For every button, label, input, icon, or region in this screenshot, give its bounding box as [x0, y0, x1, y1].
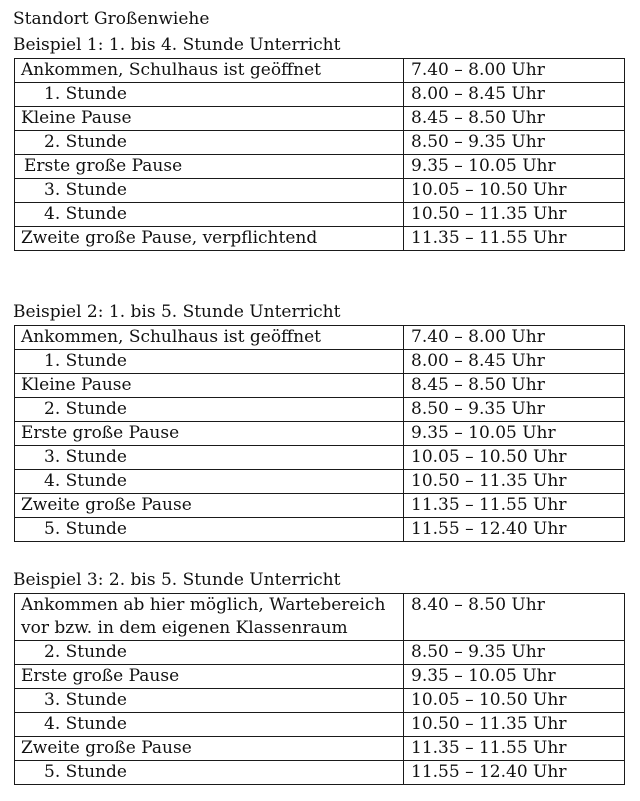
row-label: Kleine Pause	[15, 374, 404, 398]
table-row	[15, 179, 625, 203]
table-row	[15, 713, 625, 737]
row-label: 3. Stunde	[15, 446, 404, 470]
row-time: 8.50 – 9.35 Uhr	[404, 641, 625, 665]
table-row	[15, 326, 625, 350]
table-row	[15, 737, 625, 761]
row-time: 7.40 – 8.00 Uhr	[404, 59, 625, 83]
table-row	[15, 494, 625, 518]
example-3-title: Beispiel 3: 2. bis 5. Stunde Unterricht	[13, 570, 341, 590]
row-label: 2. Stunde	[15, 398, 404, 422]
table-row	[15, 131, 625, 155]
row-time: 9.35 – 10.05 Uhr	[404, 155, 625, 179]
row-time: 8.40 – 8.50 Uhr	[404, 594, 625, 641]
row-time: 10.50 – 11.35 Uhr	[404, 470, 625, 494]
row-time: 8.00 – 8.45 Uhr	[404, 350, 625, 374]
row-label: 1. Stunde	[15, 83, 404, 107]
row-time: 8.00 – 8.45 Uhr	[404, 83, 625, 107]
row-label: 1. Stunde	[15, 350, 404, 374]
row-time: 9.35 – 10.05 Uhr	[404, 665, 625, 689]
table-row	[15, 227, 625, 251]
row-time: 10.50 – 11.35 Uhr	[404, 203, 625, 227]
row-time: 11.55 – 12.40 Uhr	[404, 518, 625, 542]
row-time: 8.50 – 9.35 Uhr	[404, 131, 625, 155]
table-row	[15, 350, 625, 374]
table-row	[15, 83, 625, 107]
row-time: 11.35 – 11.55 Uhr	[404, 737, 625, 761]
table-row	[15, 689, 625, 713]
table-row	[15, 107, 625, 131]
table-row	[15, 374, 625, 398]
row-time: 11.55 – 12.40 Uhr	[404, 761, 625, 785]
example-1-title: Beispiel 1: 1. bis 4. Stunde Unterricht	[13, 35, 341, 55]
table-row	[15, 470, 625, 494]
row-label: Kleine Pause	[15, 107, 404, 131]
table-row	[15, 203, 625, 227]
row-label: Ankommen ab hier möglich, Wartebereich vor bzw. in dem eigenen Klassenraum	[15, 594, 404, 641]
row-time: 8.50 – 9.35 Uhr	[404, 398, 625, 422]
row-label: 5. Stunde	[15, 518, 404, 542]
row-label: 2. Stunde	[15, 641, 404, 665]
row-label: 5. Stunde	[15, 761, 404, 785]
row-label: Erste große Pause	[15, 422, 404, 446]
table-row	[15, 155, 625, 179]
row-label: 4. Stunde	[15, 203, 404, 227]
table-row	[15, 518, 625, 542]
row-time: 8.45 – 8.50 Uhr	[404, 107, 625, 131]
row-label: 2. Stunde	[15, 131, 404, 155]
table-row	[15, 422, 625, 446]
row-time: 10.05 – 10.50 Uhr	[404, 446, 625, 470]
row-label: Ankommen, Schulhaus ist geöffnet	[15, 59, 404, 83]
location-heading: Standort Großenwiehe	[13, 9, 210, 29]
row-label: Ankommen, Schulhaus ist geöffnet	[15, 326, 404, 350]
row-time: 7.40 – 8.00 Uhr	[404, 326, 625, 350]
row-label: Zweite große Pause, verpflichtend	[15, 227, 404, 251]
row-time: 9.35 – 10.05 Uhr	[404, 422, 625, 446]
row-label: 3. Stunde	[15, 689, 404, 713]
table-row	[15, 59, 625, 83]
row-time: 10.05 – 10.50 Uhr	[404, 689, 625, 713]
table-row	[15, 665, 625, 689]
example-1-table	[14, 58, 625, 251]
row-label: Erste große Pause	[15, 665, 404, 689]
row-time: 10.05 – 10.50 Uhr	[404, 179, 625, 203]
table-row	[15, 641, 625, 665]
row-label: 4. Stunde	[15, 470, 404, 494]
row-label: Zweite große Pause	[15, 737, 404, 761]
row-time: 8.45 – 8.50 Uhr	[404, 374, 625, 398]
row-time: 11.35 – 11.55 Uhr	[404, 494, 625, 518]
example-2-title: Beispiel 2: 1. bis 5. Stunde Unterricht	[13, 302, 341, 322]
row-label: 3. Stunde	[15, 179, 404, 203]
row-label: 4. Stunde	[15, 713, 404, 737]
row-label: Erste große Pause	[15, 155, 404, 179]
row-time: 11.35 – 11.55 Uhr	[404, 227, 625, 251]
example-3-table	[14, 593, 625, 785]
row-label: Zweite große Pause	[15, 494, 404, 518]
table-row	[15, 398, 625, 422]
example-2-table	[14, 325, 625, 542]
table-row	[15, 594, 625, 641]
row-time: 10.50 – 11.35 Uhr	[404, 713, 625, 737]
table-row	[15, 761, 625, 785]
table-row	[15, 446, 625, 470]
